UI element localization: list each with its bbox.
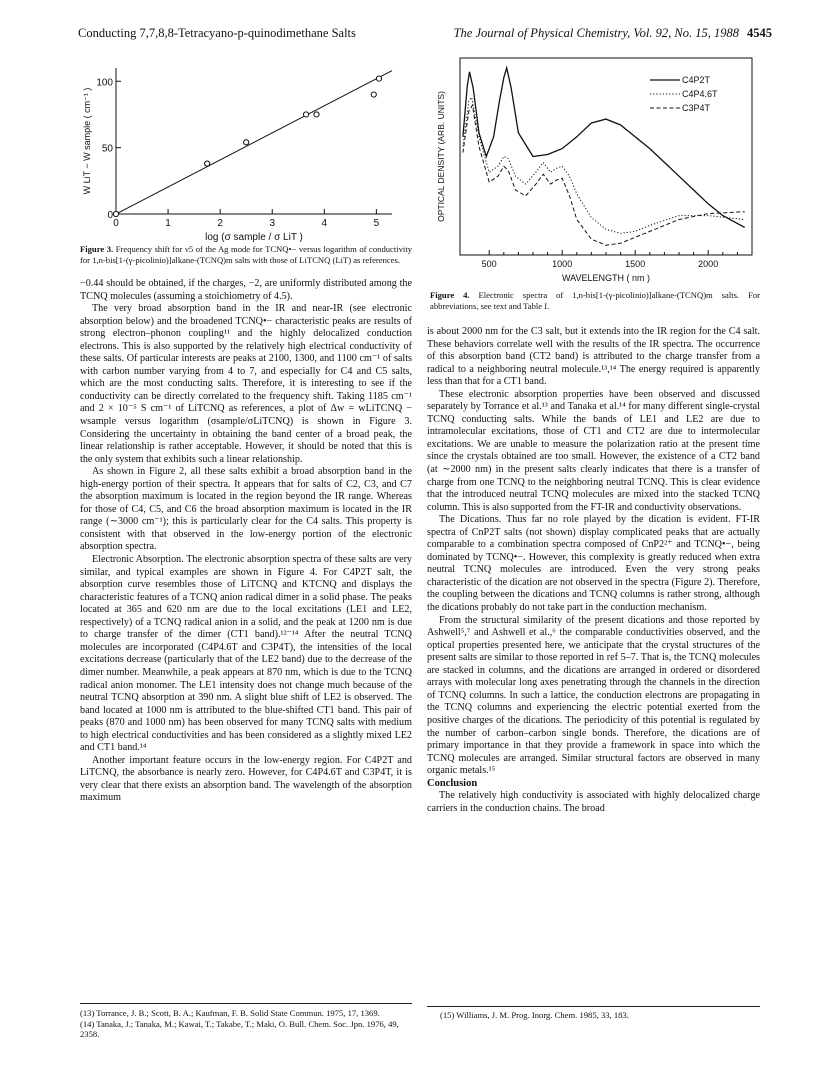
paragraph: From the structural similarity of the present dications and those reported by Ashwell⁵,⁷ and Ashwell et al.,⁶ the comparable conductivities observed, and the optical properties presented here, we anticipate that the crystal structures of the present salts are similar to those reported in ref 5–7. That is, the TCNQ molecules are stacked in columns, and the dications are arranged in ordered or disordered arrays with molecular long axes penetrating through the channels in the direction of TCNQ columns. In such a lattice, the conduction electrons are propagating in the TCNQ columns and experiencing the electric potential exerted from the positive charges of the dications. The periodicity of this potential is regulated by the number of carbon–carbon single bonds. Therefore, the dications are of primary importance in that they provide a framework in space into which the TCNQ molecules are arranged. Similar structural factors are observed in many organic metals.¹⁵ xyxy=(427,614,760,777)
data-point xyxy=(314,112,319,117)
x-tick-label: 0 xyxy=(113,218,119,229)
figure-4-line-chart xyxy=(430,50,765,286)
series-line-3 xyxy=(463,105,745,245)
footnote-15: (15) Williams, J. M. Prog. Inorg. Chem. 1985, 33, 183. xyxy=(440,1010,629,1020)
legend-label: C4P4.6T xyxy=(682,89,718,99)
x-tick-label: 1500 xyxy=(625,259,646,269)
x-axis-label: log (σ sample / σ LiT ) xyxy=(205,232,303,242)
footnotes-left xyxy=(80,1008,412,1040)
data-point xyxy=(371,92,376,97)
paragraph: −0.44 should be obtained, if the charges, −2, are uniformly distributed among the TCNQ molecules (assuming a stoichiometry of 4.5). xyxy=(80,278,412,302)
left-body-column xyxy=(80,278,412,805)
data-point xyxy=(376,76,381,81)
x-tick-label: 1 xyxy=(165,218,171,229)
figure-4-caption-text: Electronic spectra of 1,n-bis[1-(γ-picolinio)]alkane-(TCNQ)m salts. For abbreviations, see text and Table I. xyxy=(430,290,761,311)
y-tick-label: 100 xyxy=(96,77,113,89)
fit-line xyxy=(116,71,392,214)
footnote-rule-right xyxy=(427,1006,760,1007)
footnote-13: (13) Torrance, J. B.; Scott, B. A.; Kaufman, F. B. Solid State Commun. 1975, 17, 1369. xyxy=(80,1008,380,1018)
right-body-column xyxy=(427,326,760,815)
paragraph: Another important feature occurs in the low-energy region. For C4P2T and LiTCNQ, the absorbance is nearly zero. However, for C4P4.6T and C3P4T, it is very clear that there exists an absorption band. The wavelength of the absorption maximum xyxy=(80,754,412,804)
figure-3-caption-label: Figure 3. xyxy=(80,244,114,254)
y-axis-label: OPTICAL DENSITY (ARB. UNITS) xyxy=(436,91,446,222)
footnote-14: (14) Tanaka, J.; Tanaka, M.; Kawai, T.; Takabe, T.; Maki, O. Bull. Chem. Soc. Jpn. 1976, 49, 2358. xyxy=(80,1018,399,1040)
data-point xyxy=(303,112,308,117)
figure-3-scatter-chart xyxy=(78,56,418,242)
paragraph: As shown in Figure 2, all these salts exhibit a broad absorption band in the high-energy portion of their spectra. It appears that for salts of C2, C3, and C7 the absorption maximum is located in the region beyond the IR range. Whereas for those of C4, C5, and C6 the broad absorption maximum is located in the IR range (∼3000 cm⁻¹); this is particularly clear for the C4 salts. This property is consistent with that observed in the low-energy portion of the electronic absorption spectra. xyxy=(80,466,412,553)
x-tick-label: 2000 xyxy=(698,259,719,269)
series-line-2 xyxy=(463,97,745,233)
x-axis-label: WAVELENGTH ( nm ) xyxy=(561,273,651,283)
journal-citation: The Journal of Physical Chemistry, Vol. 92, No. 15, 1988 xyxy=(453,26,739,40)
data-point xyxy=(113,211,118,216)
plot-frame xyxy=(460,58,752,255)
x-tick-label: 4 xyxy=(321,218,328,229)
data-point xyxy=(205,161,210,166)
running-header-title: Conducting 7,7,8,8-Tetracyano-p-quinodimethane Salts xyxy=(78,26,356,40)
figure-3-caption-text: Frequency shift for ν5 of the Ag mode for TCNQ•− versus logarithm of conductivity for 1,n-bis[1-(γ-picolinio)]alkane-(TCNQ)m salts with those of LiTCNQ (LiT) as references. xyxy=(80,244,413,265)
x-tick-label: 5 xyxy=(373,218,380,229)
running-header-journal xyxy=(454,26,772,41)
x-tick-label: 500 xyxy=(481,259,497,269)
figure-4-caption xyxy=(430,290,760,311)
x-tick-label: 1000 xyxy=(552,259,573,269)
y-tick-label: 0 xyxy=(107,210,113,221)
y-tick-label: 50 xyxy=(101,143,113,155)
section-heading-conclusion: Conclusion xyxy=(427,777,478,789)
data-point xyxy=(244,140,249,145)
x-tick-label: 3 xyxy=(269,218,276,229)
figure-4-caption-label: Figure 4. xyxy=(430,290,470,300)
page-number: 4545 xyxy=(747,26,772,40)
footnotes-right xyxy=(440,1010,760,1021)
paragraph: The relatively high conductivity is associated with highly delocalized charge carriers in the conduction chains. The broad xyxy=(427,790,760,814)
legend-label: C4P2T xyxy=(682,75,711,85)
paragraph: These electronic absorption properties have been observed and discussed separately by Torrance et al.¹³ and Tanaka et al.¹⁴ for many different single-crystal TCNQ conducting salts. While the bands of LE1 and LE2 are due to intramolecular excitations, those of CT1 and CT2 are due to intermolecular excitations. We are unable to measure the polarization ratio at the present time since the crystals obtained are too small. However, the existence of a CT2 band (at ∼2000 nm) in the present salts clearly indicates that there is a transfer of charge from one TCNQ to the neighboring neutral TCNQ. This is clear evidence that the introduced neutral TCNQ molecules are mixed into the stacked TCNQ column. This is also supported from the FT-IR and conductivity observations. xyxy=(427,388,760,513)
paragraph: The very broad absorption band in the IR and near-IR (see electronic absorption below) and the broadened TCNQ•− characteristic peaks are results of strong electron–phonon coupling¹¹ and the highly delocalized conduction electrons. This is also supported by the relatively high electrical conductivity of these salts. Of particular interests are peaks at 2100, 1300, and 1100 cm⁻¹ of salts with carbon number varying from 4 to 7, and especially for C4 and C5 salts, which are the most conducting salts. Therefore, it is interesting to see if the conductivity can be directly correlated to the frequency shift. Taking 1185 cm⁻¹ and 2 × 10⁻⁵ S cm⁻¹ of LiTCNQ as references, a plot of Δw = wLiTCNQ − wsample versus logarithm (σsample/σLiTCNQ) is shown in Figure 3. Considering the uncertainty in obtaining the band center of a broad peak, the linear relationship is rather acceptable. However, it should be noted that this is the only system that exhibits such a linear relationship. xyxy=(80,303,412,465)
paragraph: is about 2000 nm for the C3 salt, but it extends into the IR region for the C4 salt. These behaviors correlate well with the results of the IR spectra. The occurrence of this absorption band (CT2 band) is attributed to the charge transfer from a radical to a neighboring neutral molecule.¹³,¹⁴ The energy required is apparently less than that for a CT1 band. xyxy=(427,326,760,388)
legend-label: C3P4T xyxy=(682,103,711,113)
figure-3-caption xyxy=(80,244,412,265)
y-axis-label: W LiT − W sample ( cm⁻¹ ) xyxy=(82,87,92,195)
footnote-rule-left xyxy=(80,1003,412,1004)
x-tick-label: 2 xyxy=(217,218,223,229)
paragraph: Electronic Absorption. The electronic absorption spectra of these salts are very similar, and typical examples are shown in Figure 4. For C4P2T salt, the absorption curve resembles those of LiTCNQ and KTCNQ and displays the characteristic features of a TCNQ anion radical dimer in a solid phase. The peaks located at 365 and 620 nm are due to the local excitations (LE1 and LE2, respectively) of a TCNQ radical anion in a solid, and the peak at 1200 nm is due to charge transfer of the dimer (CT1 band).¹²⁻¹⁴ After the neutral TCNQ molecules are incorporated (C4P4.6T and C3P4T), the intensities of the local excitations decrease (particularly that of the LE2 band) due to the decrease of the dimer number. Meanwhile, a peak appears at 870 nm, which is due to the TCNQ radical anion monomer. The LE1 intensity does not change much because of the neutral TCNQ absorption at 390 nm. A slight blue shift of LE2 is observed. The band located at 1000 nm is attributed to the blue-shifted CT1 band. This pair of peaks (870 and 1000 nm) has been observed for many TCNQ salts with medium to high electrical conductivities and has been considered as a slightly mixed LE2 and CT1 band.¹⁴ xyxy=(80,554,412,754)
paragraph: The Dications. Thus far no role played by the dication is evident. FT-IR spectra of CnP2T salts (not shown) display complicated peaks that are actually comparable to a combination spectra composed of CnP2²⁺ and TCNQ•−, being dominated by TCNQ•−. However, this complexity is greatly reduced when extra neutral TCNQ molecules are introduced. Even the very strong peaks characteristic of the dication are not observed in the spectra (Figure 2). Therefore, the coupling between the dications and TCNQ columns is rather strong, although the dications probably do not take part in the conduction mechanism. xyxy=(427,514,760,614)
